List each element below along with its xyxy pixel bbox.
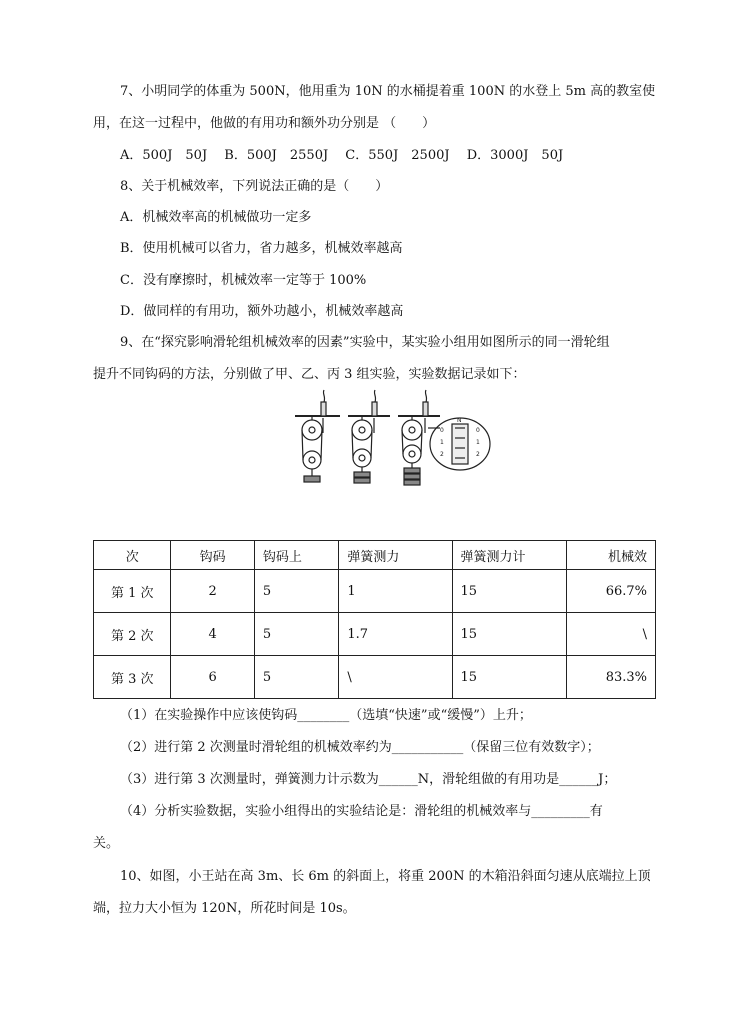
- table-header-cell: 钩码: [171, 541, 254, 570]
- q9-line2: 提升不同钩码的方法，分别做了甲、乙、丙 3 组实验，实验数据记录如下：: [93, 367, 526, 382]
- table-cell: 4: [171, 613, 254, 656]
- table-header-cell: 弹簧测力计: [452, 541, 566, 570]
- q7-options: A．500J 50J B．500J 2550J C．550J 2500J D．3000J 50J: [120, 148, 564, 163]
- table-cell: 1: [339, 570, 452, 613]
- gauge-left-tick: 2: [440, 451, 444, 458]
- q8-option-c: C．没有摩擦时，机械效率一定等于 100%: [120, 273, 367, 288]
- gauge-right-tick: 0: [476, 427, 480, 434]
- table-cell: 5: [254, 570, 339, 613]
- table-cell: 6: [171, 656, 254, 699]
- table-row: [94, 570, 656, 613]
- table-cell: 15: [452, 570, 566, 613]
- table-cell: \: [566, 613, 655, 656]
- q8-option-d: D．做同样的有用功，额外功越小，机械效率越高: [120, 304, 404, 319]
- gauge-right-tick: 1: [476, 439, 480, 446]
- q9-sub1: （1）在实验操作中应该使钩码________（选填“快速”或“缓慢”）上升；: [120, 708, 532, 723]
- q9-sub4-line2: 关。: [93, 836, 120, 851]
- q7-line1: 7、小明同学的体重为 500N，他用重为 10N 的水桶提着重 100N 的水登上 5m 高的教室使: [120, 84, 656, 99]
- gauge-unit-label: N: [457, 417, 462, 424]
- table-cell: 5: [254, 656, 339, 699]
- q9-line1: 9、在“探究影响滑轮组机械效率的因素”实验中，某实验小组用如图所示的同一滑轮组: [120, 335, 610, 350]
- gauge-right-tick: 2: [476, 451, 480, 458]
- table-cell: 15: [452, 656, 566, 699]
- q10-line1: 10、如图，小王站在高 3m、长 6m 的斜面上，将重 200N 的木箱沿斜面匀速从底端拉上顶: [120, 869, 651, 884]
- table-header-cell: 钩码上: [254, 541, 339, 570]
- pulley-diagram: [290, 388, 495, 498]
- table-cell: 5: [254, 613, 339, 656]
- q8-stem: 8、关于机械效率，下列说法正确的是（ ）: [120, 179, 389, 194]
- table-header-row: [94, 541, 656, 570]
- experiment-data-table: [93, 540, 656, 699]
- table-header-cell: 机械效: [566, 541, 655, 570]
- gauge-left-tick: 1: [440, 439, 444, 446]
- q7-line2: 用，在这一过程中，他做的有用功和额外功分别是 （ ）: [93, 116, 436, 131]
- table-cell: 2: [171, 570, 254, 613]
- table-cell: 第 2 次: [94, 613, 171, 656]
- table-cell: 1.7: [339, 613, 452, 656]
- table-cell: \: [339, 656, 452, 699]
- q8-option-b: B．使用机械可以省力，省力越多，机械效率越高: [120, 241, 403, 256]
- table-cell: 15: [452, 613, 566, 656]
- table-cell: 第 3 次: [94, 656, 171, 699]
- gauge-left-tick: 0: [440, 427, 444, 434]
- table-row: [94, 613, 656, 656]
- table-header-cell: 次: [94, 541, 171, 570]
- table-cell: 83.3%: [566, 656, 655, 699]
- table-cell: 第 1 次: [94, 570, 171, 613]
- q10-line2: 端，拉力大小恒为 120N，所花时间是 10s。: [93, 901, 356, 916]
- q9-sub3: （3）进行第 3 次测量时，弹簧测力计示数为______N，滑轮组做的有用功是______J；: [120, 772, 617, 787]
- table-header-cell: 弹簧测力: [339, 541, 452, 570]
- q9-sub4-line1: （4）分析实验数据，实验小组得出的实验结论是：滑轮组的机械效率与_________有: [120, 804, 603, 819]
- table-cell: 66.7%: [566, 570, 655, 613]
- q8-option-a: A．机械效率高的机械做功一定多: [120, 210, 312, 225]
- pulley-experiment-figure: [290, 388, 495, 498]
- q9-sub2: （2）进行第 2 次测量时滑轮组的机械效率约为___________（保留三位有效数字）；: [120, 740, 600, 755]
- table-row: [94, 656, 656, 699]
